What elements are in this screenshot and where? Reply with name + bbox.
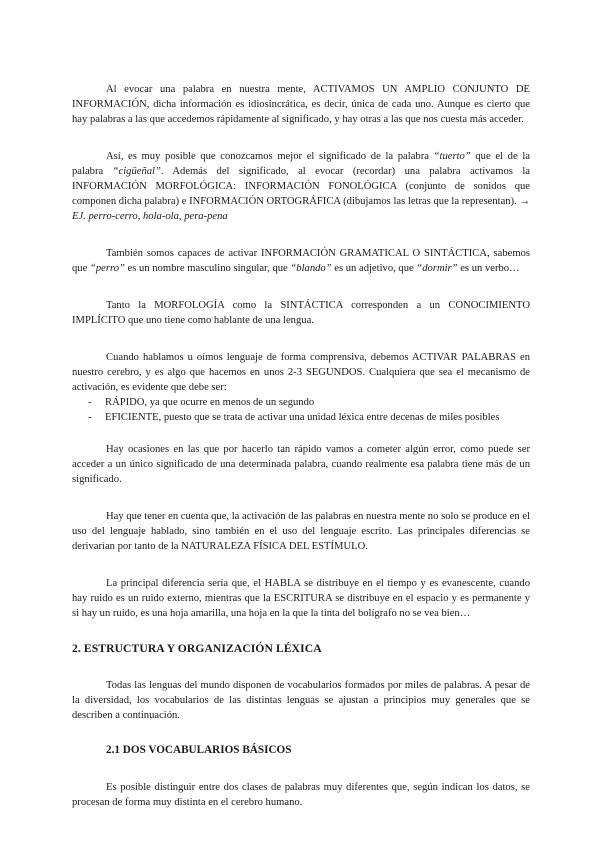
paragraph-speech-vs-writing: La principal diferencia sería que, el HABLA se distribuye en el tiempo y es evanescente, cuando hay ruido es un ruido externo, mientras que la ESCRITURA se distribuye en el espacio y es permanente y si hay un ruido, es una hoja amarilla, una hoja en la que la tinta del bolígrafo no se vea bien… <box>72 578 530 619</box>
list-item-text: EFICIENTE, puesto que se trata de activar una unidad léxica entre decenas de miles posibles <box>105 412 500 423</box>
list-dash: - <box>88 397 92 408</box>
paragraph-errors: Hay ocasiones en las que por hacerlo tan rápido vamos a cometer algún error, como puede ser acceder a un único significado de una determinada palabra, cuando realmente esa palabra tiene más de un significado. <box>72 444 530 485</box>
paragraph-word-activation: Cuando hablamos u oímos lenguaje de forma comprensiva, debemos ACTIVAR PALABRAS en nuestro cerebro, y es algo que hacemos en unos 2-3 SEGUNDOS. Cualquiera que sea el mecanismo de activación, es evidente que debe ser: <box>72 352 530 393</box>
list-item <box>72 410 530 425</box>
document-page <box>72 82 530 810</box>
paragraph-text: que el de la palabra <box>72 151 530 177</box>
paragraph-text: Así, es muy posible que conozcamos mejor el significado de la palabra <box>106 151 434 162</box>
list-item <box>72 395 530 410</box>
paragraph-spoken-written: Hay que tener en cuenta que, la activación de las palabras en nuestra mente no solo se produce en el uso del lenguaje hablado, sino también en el uso del lenguaje escrito. Las principales diferencias se derivarían por tanto de la NATURALEZA FÍSICA DEL ESTÍMULO. <box>72 511 530 552</box>
list-item-text: RÁPIDO, ya que ocurre en menos de un segundo <box>105 397 315 408</box>
paragraph-word-evocation: Al evocar una palabra en nuestra mente, ACTIVAMOS UN AMPLIO CONJUNTO DE INFORMACIÓN, dicha información es idiosincrática, es decir, única de cada uno. Aunque es cierto que hay palabras a las que accedemos rápidamente al significado, y hay otras a las que nos cuesta más acceder. <box>72 84 530 125</box>
paragraph-text: es un verbo… <box>457 263 520 274</box>
section-heading: 2. ESTRUCTURA Y ORGANIZACIÓN LÉXICA <box>72 642 322 655</box>
quoted-word-perro: “perro” <box>89 263 125 274</box>
quoted-word-blando: “blando” <box>290 263 332 274</box>
paragraph-text: es un adjetivo, que <box>331 263 417 274</box>
quoted-word-dormir: “dormir” <box>416 263 458 274</box>
subsection-heading: 2.1 DOS VOCABULARIOS BÁSICOS <box>106 744 292 756</box>
list-dash: - <box>88 412 92 423</box>
paragraph-two-classes: Es posible distinguir entre dos clases de palabras muy diferentes que, según indican los datos, se procesan de forma muy distinta en el cerebro humano. <box>72 782 530 808</box>
example-text: → EJ. perro-cerro, hola-ola, pera-pena <box>72 196 530 222</box>
paragraph-morphological-info <box>72 149 530 224</box>
paragraph-text: es un nombre masculino singular, que <box>124 263 291 274</box>
paragraph-text: . Además del significado, al evocar (recordar) una palabra activamos la INFORMACIÓN MORFOLÓGICA: INFORMACIÓN FONOLÓGICA (conjunto de sonidos que componen dicha palabra) e INFORMACIÓN ORTOGRÁFICA (dibujamos las letras que la representan). <box>72 166 530 207</box>
paragraph-implicit-knowledge: Tanto la MORFOLOGÍA como la SINTÁCTICA corresponden a un CONOCIMIENTO IMPLÍCITO que uno tiene como hablante de una lengua. <box>72 300 530 326</box>
paragraph-grammatical-info <box>72 246 530 276</box>
quoted-word-tuerto: “tuerto” <box>433 151 471 162</box>
quoted-word-cigueñal: “cigüeñal” <box>112 166 161 177</box>
paragraph-text: También somos capaces de activar INFORMACIÓN GRAMATICAL O SINTÁCTICA, sabemos que <box>72 248 530 274</box>
paragraph-vocabularies: Todas las lenguas del mundo disponen de vocabularios formados por miles de palabras. A pesar de la diversidad, los vocabularios de las distintas lenguas se ajustan a principios muy generales que se describen a continuación. <box>72 680 530 721</box>
activation-requirements-list <box>72 395 530 425</box>
